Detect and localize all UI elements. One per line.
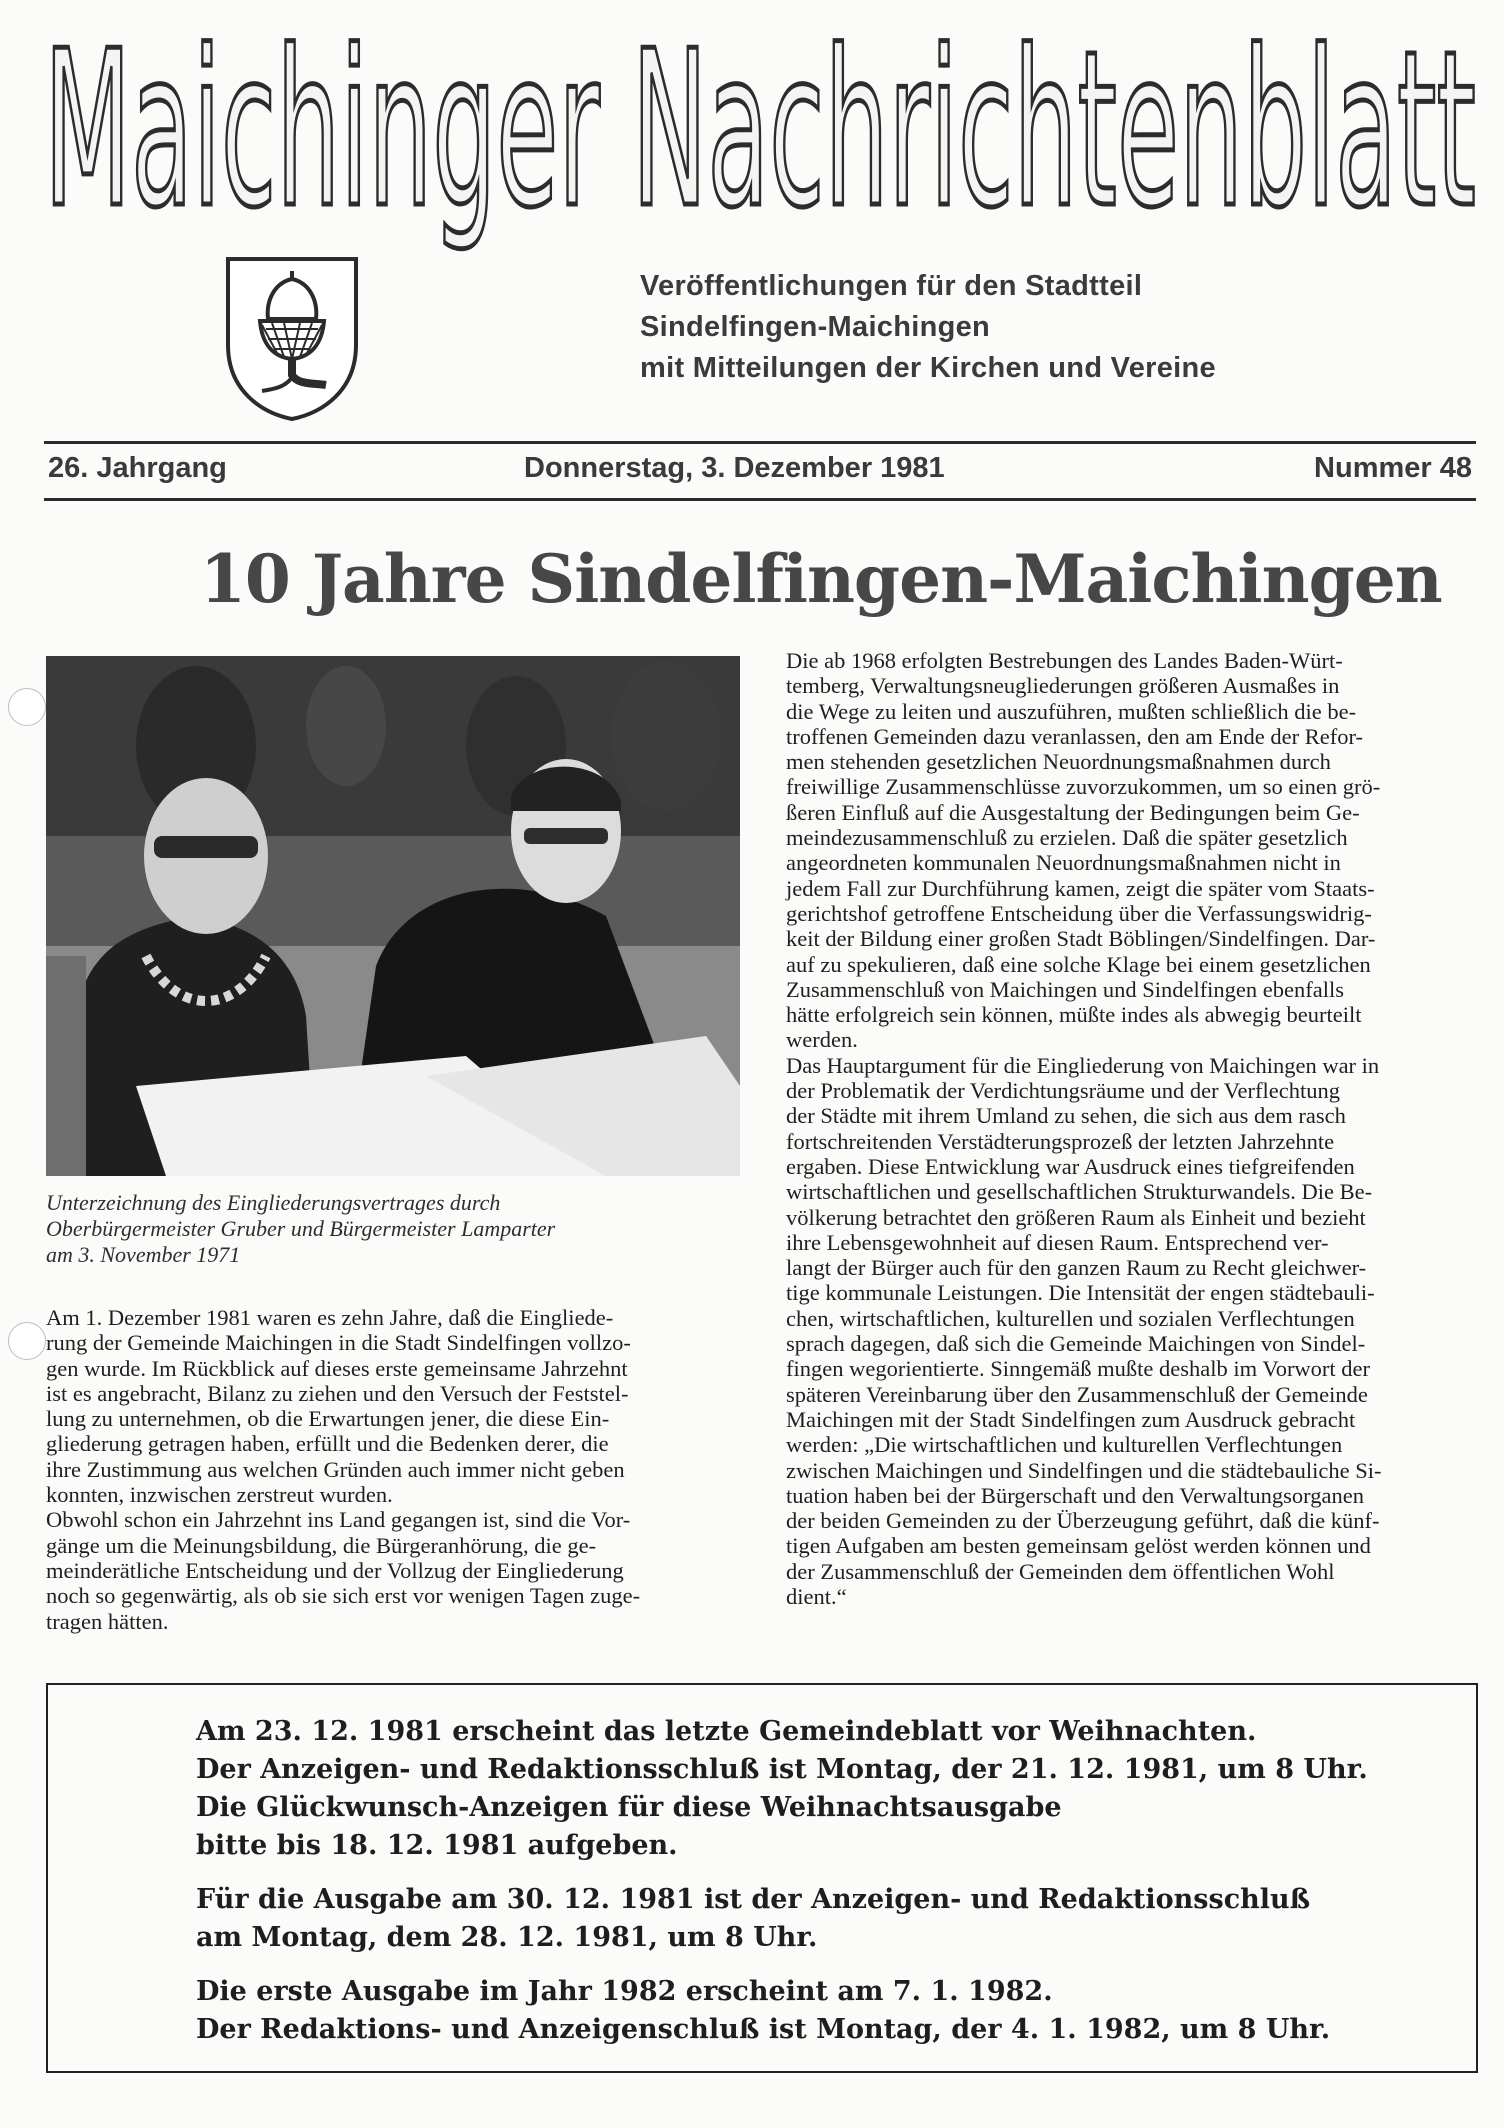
notice-line: Die erste Ausgabe im Jahr 1982 erscheint am 7. 1. 1982. xyxy=(196,1976,1053,2007)
punch-hole xyxy=(8,1322,46,1360)
text-line: gänge um die Meinungsbildung, die Bürgeranhörung, die ge- xyxy=(46,1532,597,1558)
notice-paragraph xyxy=(196,1973,1396,2049)
text-line: men stehenden gesetzlichen Neuordnungsmaßnahmen durch xyxy=(786,749,1331,775)
text-line: angeordneten kommunalen Neuordnungsmaßnahmen nicht in xyxy=(786,850,1341,876)
notice-line: am Montag, dem 28. 12. 1981, um 8 Uhr. xyxy=(196,1922,818,1953)
text-line: noch so gegenwärtig, als ob sie sich erst vor wenigen Tagen zuge- xyxy=(46,1583,641,1609)
text-line: sprach dagegen, daß sich die Gemeinde Maichingen von Sindel- xyxy=(786,1331,1366,1357)
subtitle-line: Sindelfingen-Maichingen xyxy=(640,311,991,343)
text-line: Obwohl schon ein Jahrzehnt ins Land gegangen ist, sind die Vor- xyxy=(46,1507,631,1533)
subtitle-line: Veröffentlichungen für den Stadtteil xyxy=(640,270,1143,302)
text-line: Zusammenschluß von Maichingen und Sindelfingen ebenfalls xyxy=(786,976,1345,1002)
text-line: Maichingen mit der Stadt Sindelfingen zum Ausdruck gebracht xyxy=(786,1406,1356,1432)
caption-line: Oberbürgermeister Gruber und Bürgermeister Lamparter xyxy=(46,1216,556,1241)
text-line: tuation haben bei der Bürgerschaft und den Verwaltungsorganen xyxy=(786,1482,1364,1508)
text-line: werden. xyxy=(786,1027,858,1053)
text-line: tige kommunale Leistungen. Die Intensität der engen städtebauli- xyxy=(786,1280,1375,1306)
text-line: gerichtshof getroffene Entscheidung über die Verfassungswidrig- xyxy=(786,900,1372,926)
text-line: wirtschaftlichen und gesellschaftlichen Strukturwandels. Die Be- xyxy=(786,1179,1373,1205)
text-line: meinderätliche Entscheidung und der Vollzug der Eingliederung xyxy=(46,1557,624,1583)
text-line: völkerung betrachtet den größeren Raum als Einheit und bezieht xyxy=(786,1204,1366,1230)
text-line: dient.“ xyxy=(786,1583,847,1609)
notice-paragraph xyxy=(196,1881,1396,1957)
issue-number: Nummer 48 xyxy=(1314,452,1472,484)
article-photo xyxy=(46,656,740,1176)
acorn-crest-icon xyxy=(222,253,362,423)
text-line: keit der Bildung einer großen Stadt Böblingen/Sindelfingen. Dar- xyxy=(786,926,1376,952)
notice-line: Für die Ausgabe am 30. 12. 1981 ist der Anzeigen- und Redaktionsschluß xyxy=(196,1884,1311,1915)
text-line: Am 1. Dezember 1981 waren es zehn Jahre, daß die Eingliede- xyxy=(46,1305,614,1330)
text-line: zwischen Maichingen und Sindelfingen und die städtebauliche Si- xyxy=(786,1457,1382,1483)
notice-line: Am 23. 12. 1981 erscheint das letzte Gemeindeblatt vor Weihnachten. xyxy=(196,1716,1257,1747)
text-line: chen, wirtschaftlichen, kulturellen und sozialen Verflechtungen xyxy=(786,1305,1355,1331)
notice-line: Der Redaktions- und Anzeigenschluß ist Montag, der 4. 1. 1982, um 8 Uhr. xyxy=(196,2014,1331,2045)
text-line: ihre Lebensgewohnheit auf diesen Raum. Entsprechend ver- xyxy=(786,1229,1329,1255)
issue-bar-top-rule xyxy=(44,441,1476,444)
masthead-title-text: Maichinger Nachrichtenblatt xyxy=(44,14,1476,254)
text-line: ist es angebracht, Bilanz zu ziehen und den Versuch der Feststel- xyxy=(46,1380,629,1406)
text-line: ßeren Einfluß auf die Ausgestaltung der Bedingungen beim Ge- xyxy=(786,799,1360,825)
masthead xyxy=(40,14,1480,254)
text-line: der Städte mit ihrem Umland zu sehen, die sich aus dem rasch xyxy=(786,1103,1346,1129)
caption-line: Unterzeichnung des Eingliederungsvertrages durch xyxy=(46,1190,501,1215)
text-line: Die ab 1968 erfolgten Bestrebungen des Landes Baden-Würt- xyxy=(786,648,1343,673)
deadline-notice-box xyxy=(46,1683,1478,2073)
text-line: tragen hätten. xyxy=(46,1608,169,1634)
subtitle-line: mit Mitteilungen der Kirchen und Vereine xyxy=(640,352,1216,384)
photo-caption xyxy=(46,1190,746,1268)
text-line: gliederung getragen haben, erfüllt und die Bedenken derer, die xyxy=(46,1431,609,1457)
text-line: gen wurde. Im Rückblick auf dieses erste gemeinsame Jahrzehnt xyxy=(46,1355,628,1381)
notice-line: Die Glückwunsch-Anzeigen für diese Weihnachtsausgabe xyxy=(196,1792,1062,1823)
text-line: fingen wegorientierte. Sinngemäß mußte deshalb im Vorwort der xyxy=(786,1356,1371,1382)
article-right-column xyxy=(786,648,1476,1609)
punch-hole xyxy=(8,688,46,726)
article-headline: 10 Jahre Sindelfingen-Maichingen xyxy=(200,540,1442,618)
text-line: werden: „Die wirtschaftlichen und kulturellen Verflechtungen xyxy=(786,1432,1343,1458)
text-line: meindezusammenschluß zu erzielen. Daß die später gesetzlich xyxy=(786,825,1348,851)
notice-line: bitte bis 18. 12. 1981 aufgeben. xyxy=(196,1830,678,1861)
text-line: der Problematik der Verdichtungsräume und der Verflechtung xyxy=(786,1078,1341,1104)
issue-bar xyxy=(48,452,1476,492)
text-line: troffenen Gemeinden dazu veranlassen, den am Ende der Refor- xyxy=(786,723,1364,749)
text-line: die Wege zu leiten und auszuführen, mußten schließlich die be- xyxy=(786,698,1357,724)
text-line: jedem Fall zur Durchführung kamen, zeigt die später vom Staats- xyxy=(786,875,1375,901)
text-line: freiwillige Zusammenschlüsse zuvorzukommen, um so einen grö- xyxy=(786,774,1381,800)
issue-bar-bottom-rule xyxy=(44,498,1476,501)
text-line: der beiden Gemeinden zu der Überzeugung geführt, daß die künf- xyxy=(786,1508,1380,1534)
masthead-title xyxy=(40,14,1480,254)
masthead-subtitle xyxy=(640,266,1340,389)
text-line: ergaben. Diese Entwicklung war Ausdruck eines tiefgreifenden xyxy=(786,1153,1355,1179)
notice-line: Der Anzeigen- und Redaktionsschluß ist Montag, der 21. 12. 1981, um 8 Uhr. xyxy=(196,1754,1368,1785)
text-line: lung zu unternehmen, ob die Erwartungen jener, die diese Ein- xyxy=(46,1406,610,1432)
issue-date: Donnerstag, 3. Dezember 1981 xyxy=(524,452,945,484)
text-line: hätte erfolgreich sein können, müßte indes als abwegig beurteilt xyxy=(786,1002,1362,1028)
text-line: tigen Aufgaben am besten gemeinsam gelöst werden können und xyxy=(786,1533,1371,1559)
text-line: Das Hauptargument für die Eingliederung von Maichingen war in xyxy=(786,1052,1380,1078)
caption-line: am 3. November 1971 xyxy=(46,1242,241,1267)
text-line: rung der Gemeinde Maichingen in die Stadt Sindelfingen vollzo- xyxy=(46,1330,631,1356)
text-line: auf zu spekulieren, daß eine solche Klage bei einem gesetzlichen xyxy=(786,951,1371,977)
text-line: ihre Zustimmung aus welchen Gründen auch immer nicht geben xyxy=(46,1456,625,1482)
text-line: späteren Vereinbarung über den Zusammenschluß der Gemeinde xyxy=(786,1381,1368,1407)
text-line: konnten, inzwischen zerstreut wurden. xyxy=(46,1482,393,1508)
deadline-notice-text xyxy=(196,1713,1396,2065)
text-line: fortschreitenden Verstädterungsprozeß der letzten Jahrzehnte xyxy=(786,1128,1335,1154)
text-line: temberg, Verwaltungsneugliederungen größeren Ausmaßes in xyxy=(786,673,1340,699)
text-line: langt der Bürger auch für den ganzen Raum zu Recht gleichwer- xyxy=(786,1255,1367,1281)
article-left-column xyxy=(46,1305,746,1634)
text-line: der Zusammenschluß der Gemeinden dem öffentlichen Wohl xyxy=(786,1558,1335,1584)
issue-volume: 26. Jahrgang xyxy=(48,452,227,484)
notice-paragraph xyxy=(196,1713,1396,1865)
